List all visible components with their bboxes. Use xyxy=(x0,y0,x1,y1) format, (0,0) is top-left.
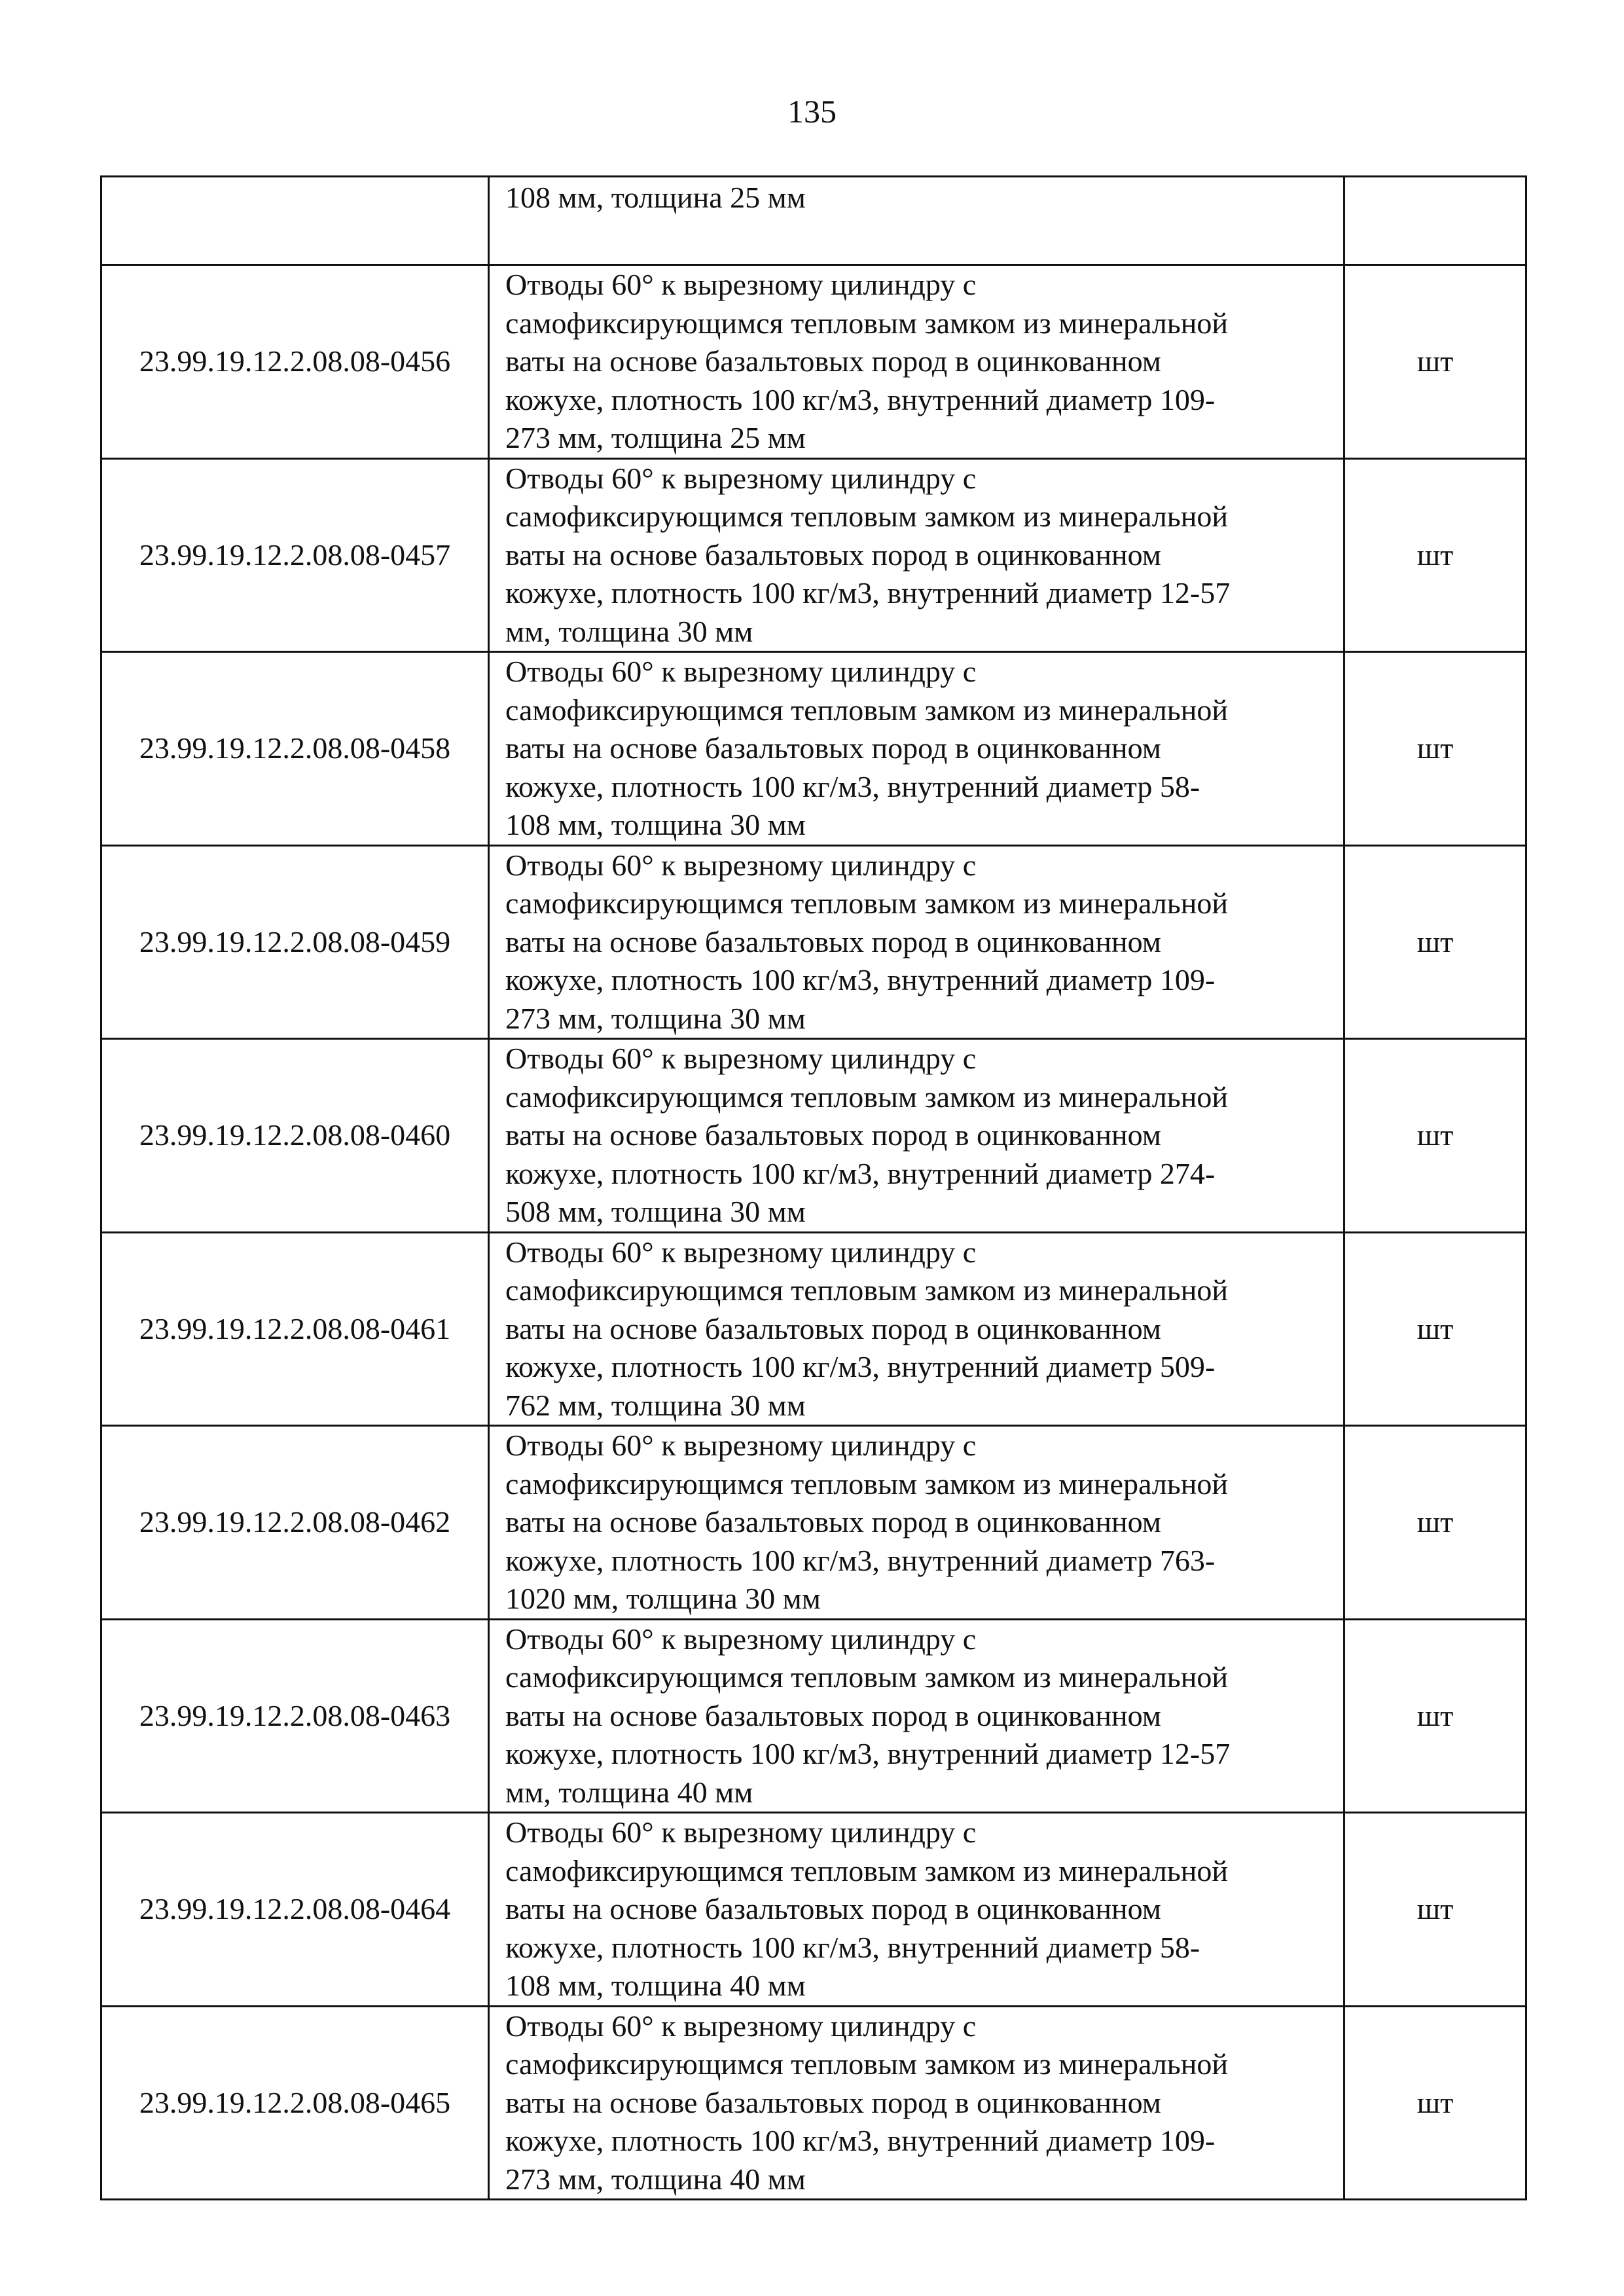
description-line: ваты на основе базальтовых пород в оцинкованном xyxy=(505,731,1161,765)
description-line: ваты на основе базальтовых пород в оцинкованном xyxy=(505,924,1161,958)
code-cell: 23.99.19.12.2.08.08-0458 xyxy=(101,652,489,846)
description-line: Отводы 60° к вырезному цилиндру с xyxy=(505,1429,977,1462)
code-cell: 23.99.19.12.2.08.08-0461 xyxy=(101,1232,489,1426)
page-number: 135 xyxy=(787,93,837,130)
description-line: самофиксирующимся тепловым замком из минеральной xyxy=(505,1467,1228,1501)
description-line: ваты на основе базальтовых пород в оцинкованном xyxy=(505,344,1161,378)
unit-cell: шт xyxy=(1344,1232,1526,1426)
description-line: ваты на основе базальтовых пород в оцинкованном xyxy=(505,1892,1161,1925)
table-row xyxy=(101,1232,1526,1426)
description-line: Отводы 60° к вырезному цилиндру с xyxy=(505,1815,977,1849)
description-line: Отводы 60° к вырезному цилиндру с xyxy=(505,2009,977,2043)
description-line: самофиксирующимся тепловым замком из минеральной xyxy=(505,1660,1228,1694)
unit-cell: шт xyxy=(1344,845,1526,1039)
unit-cell: шт xyxy=(1344,1039,1526,1233)
description-line: кожухе, плотность 100 кг/м3, внутренний диаметр 109- xyxy=(505,382,1216,416)
description-line: 273 мм, толщина 25 мм xyxy=(505,421,806,454)
description-line: ваты на основе базальтовых пород в оцинкованном xyxy=(505,1311,1161,1345)
code-cell xyxy=(101,177,489,265)
table-row xyxy=(101,2006,1526,2200)
table-row xyxy=(101,1039,1526,1233)
code-cell: 23.99.19.12.2.08.08-0460 xyxy=(101,1039,489,1233)
code-cell: 23.99.19.12.2.08.08-0459 xyxy=(101,845,489,1039)
description-line: кожухе, плотность 100 кг/м3, внутренний диаметр 12-57 xyxy=(505,576,1231,610)
description-line: Отводы 60° к вырезному цилиндру с xyxy=(505,655,977,688)
description-line: 108 мм, толщина 40 мм xyxy=(505,1969,806,2002)
description-line: Отводы 60° к вырезному цилиндру с xyxy=(505,461,977,495)
description-line: Отводы 60° к вырезному цилиндру с xyxy=(505,848,977,882)
table-row xyxy=(101,458,1526,652)
description-line: самофиксирующимся тепловым замком из минеральной xyxy=(505,886,1228,920)
description-line: Отводы 60° к вырезному цилиндру с xyxy=(505,1622,977,1656)
description-line: мм, толщина 40 мм xyxy=(505,1775,753,1809)
unit-cell: шт xyxy=(1344,458,1526,652)
code-cell: 23.99.19.12.2.08.08-0464 xyxy=(101,1813,489,2007)
unit-cell: шт xyxy=(1344,1619,1526,1813)
description-line: 108 мм, толщина 30 мм xyxy=(505,808,806,841)
description-cell xyxy=(489,1426,1344,1620)
description-cell xyxy=(489,845,1344,1039)
description-line: 108 мм, толщина 25 мм xyxy=(505,181,806,214)
unit-cell xyxy=(1344,177,1526,265)
description-line: кожухе, плотность 100 кг/м3, внутренний диаметр 58- xyxy=(505,769,1200,803)
description-line: самофиксирующимся тепловым замком из минеральной xyxy=(505,1853,1228,1887)
code-cell: 23.99.19.12.2.08.08-0456 xyxy=(101,265,489,459)
description-line: кожухе, плотность 100 кг/м3, внутренний диаметр 109- xyxy=(505,2124,1216,2157)
description-line: самофиксирующимся тепловым замком из минеральной xyxy=(505,1080,1228,1114)
description-line: самофиксирующимся тепловым замком из минеральной xyxy=(505,500,1228,533)
description-line: Отводы 60° к вырезному цилиндру с xyxy=(505,1042,977,1075)
code-cell: 23.99.19.12.2.08.08-0457 xyxy=(101,458,489,652)
description-line: мм, толщина 30 мм xyxy=(505,614,753,648)
description-line: 762 мм, толщина 30 мм xyxy=(505,1388,806,1422)
description-line: ваты на основе базальтовых пород в оцинкованном xyxy=(505,1505,1161,1539)
unit-cell: шт xyxy=(1344,1813,1526,2007)
description-line: ваты на основе базальтовых пород в оцинкованном xyxy=(505,1118,1161,1152)
unit-cell: шт xyxy=(1344,1426,1526,1620)
table-row xyxy=(101,652,1526,846)
code-cell: 23.99.19.12.2.08.08-0462 xyxy=(101,1426,489,1620)
code-cell: 23.99.19.12.2.08.08-0463 xyxy=(101,1619,489,1813)
table-row xyxy=(101,265,1526,459)
description-line: кожухе, плотность 100 кг/м3, внутренний диаметр 509- xyxy=(505,1350,1216,1383)
description-cell xyxy=(489,1232,1344,1426)
description-line: кожухе, плотность 100 кг/м3, внутренний диаметр 12-57 xyxy=(505,1737,1231,1770)
description-cell xyxy=(489,1619,1344,1813)
description-line: ваты на основе базальтовых пород в оцинкованном xyxy=(505,538,1161,572)
unit-cell: шт xyxy=(1344,2006,1526,2200)
table-row xyxy=(101,845,1526,1039)
description-line: самофиксирующимся тепловым замком из минеральной xyxy=(505,2047,1228,2081)
description-line: 508 мм, толщина 30 мм xyxy=(505,1195,806,1228)
catalog-table xyxy=(100,175,1527,2200)
description-line: 273 мм, толщина 30 мм xyxy=(505,1001,806,1035)
description-line: 273 мм, толщина 40 мм xyxy=(505,2162,806,2196)
description-cell xyxy=(489,1813,1344,2007)
table-row xyxy=(101,1813,1526,2007)
description-line: ваты на основе базальтовых пород в оцинкованном xyxy=(505,2085,1161,2119)
table-row-continuation xyxy=(101,177,1526,265)
description-line: самофиксирующимся тепловым замком из минеральной xyxy=(505,1273,1228,1307)
description-line: 1020 мм, толщина 30 мм xyxy=(505,1582,821,1615)
description-cell xyxy=(489,458,1344,652)
description-cell xyxy=(489,177,1344,265)
code-cell: 23.99.19.12.2.08.08-0465 xyxy=(101,2006,489,2200)
catalog-table-body xyxy=(101,177,1526,2200)
table-row xyxy=(101,1619,1526,1813)
description-line: ваты на основе базальтовых пород в оцинкованном xyxy=(505,1698,1161,1732)
table-row xyxy=(101,1426,1526,1620)
description-line: самофиксирующимся тепловым замком из минеральной xyxy=(505,693,1228,727)
description-line: кожухе, плотность 100 кг/м3, внутренний диаметр 58- xyxy=(505,1930,1200,1964)
description-line: кожухе, плотность 100 кг/м3, внутренний диаметр 109- xyxy=(505,963,1216,996)
description-line: Отводы 60° к вырезному цилиндру с xyxy=(505,268,977,301)
description-cell xyxy=(489,2006,1344,2200)
unit-cell: шт xyxy=(1344,265,1526,459)
description-cell xyxy=(489,652,1344,846)
unit-cell: шт xyxy=(1344,652,1526,846)
description-line: кожухе, плотность 100 кг/м3, внутренний диаметр 274- xyxy=(505,1156,1216,1190)
description-line: кожухе, плотность 100 кг/м3, внутренний диаметр 763- xyxy=(505,1543,1216,1577)
description-line: самофиксирующимся тепловым замком из минеральной xyxy=(505,306,1228,340)
description-cell xyxy=(489,265,1344,459)
description-line: Отводы 60° к вырезному цилиндру с xyxy=(505,1235,977,1269)
description-cell xyxy=(489,1039,1344,1233)
